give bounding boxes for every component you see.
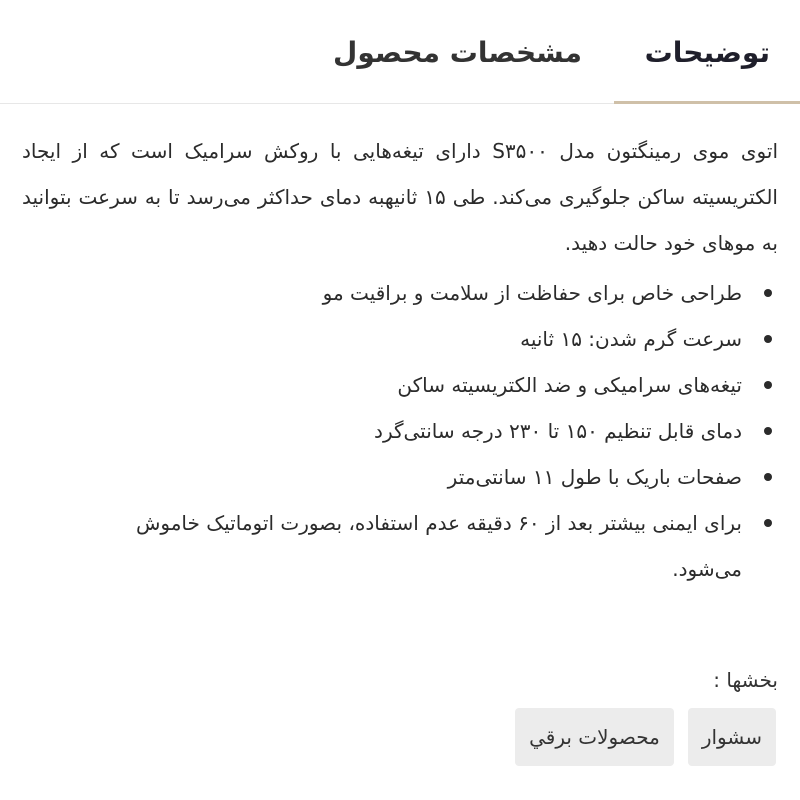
feature-text: طراحی خاص برای حفاظت از سلامت و براقیت مو: [322, 281, 742, 305]
feature-item: [102, 362, 778, 408]
bullet-icon: [764, 427, 772, 435]
tag-electrical-products[interactable]: محصولات برقي: [515, 708, 674, 766]
bullet-icon: [764, 519, 772, 527]
tab-description[interactable]: توضیحات: [644, 36, 770, 69]
feature-item: [102, 270, 778, 316]
bullet-icon: [764, 289, 772, 297]
feature-list: [22, 270, 778, 592]
feature-item: [102, 454, 778, 500]
tag-hair-dryer[interactable]: سشوار: [688, 708, 776, 766]
feature-item: [102, 500, 778, 592]
bullet-icon: [764, 381, 772, 389]
description-content: [22, 128, 778, 592]
feature-item: [102, 408, 778, 454]
feature-text: سرعت گرم شدن: ۱۵ ثانیه: [520, 327, 742, 351]
section-tags: [515, 708, 776, 766]
feature-text: صفحات باریک با طول ۱۱ سانتی‌متر: [447, 465, 742, 489]
tab-specifications[interactable]: مشخصات محصول: [333, 36, 582, 69]
bullet-icon: [764, 473, 772, 481]
feature-text: برای ایمنی بیشتر بعد از ۶۰ دقیقه عدم استفاده، بصورت اتوماتیک خاموش می‌شود.: [135, 511, 742, 581]
product-tabs: [0, 0, 800, 104]
description-intro: اتوی موی رمینگتون مدل S۳۵۰۰ دارای تیغه‌هایی با روکش سرامیک است که از ایجاد الکتریسیته ساکن جلوگیری می‌کند. طی ۱۵ ثانیهبه دمای حداکثر می‌رسد تا به سرعت بتوانید به موهای خود حالت دهید.: [22, 139, 778, 255]
feature-text: تیغه‌های سرامیکی و ضد الکتریسیته ساکن: [397, 373, 742, 397]
sections-label: بخشها :: [713, 668, 778, 692]
active-tab-indicator: [614, 101, 800, 104]
feature-item: [102, 316, 778, 362]
feature-text: دمای قابل تنظیم ۱۵۰ تا ۲۳۰ درجه سانتی‌گرد: [374, 419, 742, 443]
bullet-icon: [764, 335, 772, 343]
